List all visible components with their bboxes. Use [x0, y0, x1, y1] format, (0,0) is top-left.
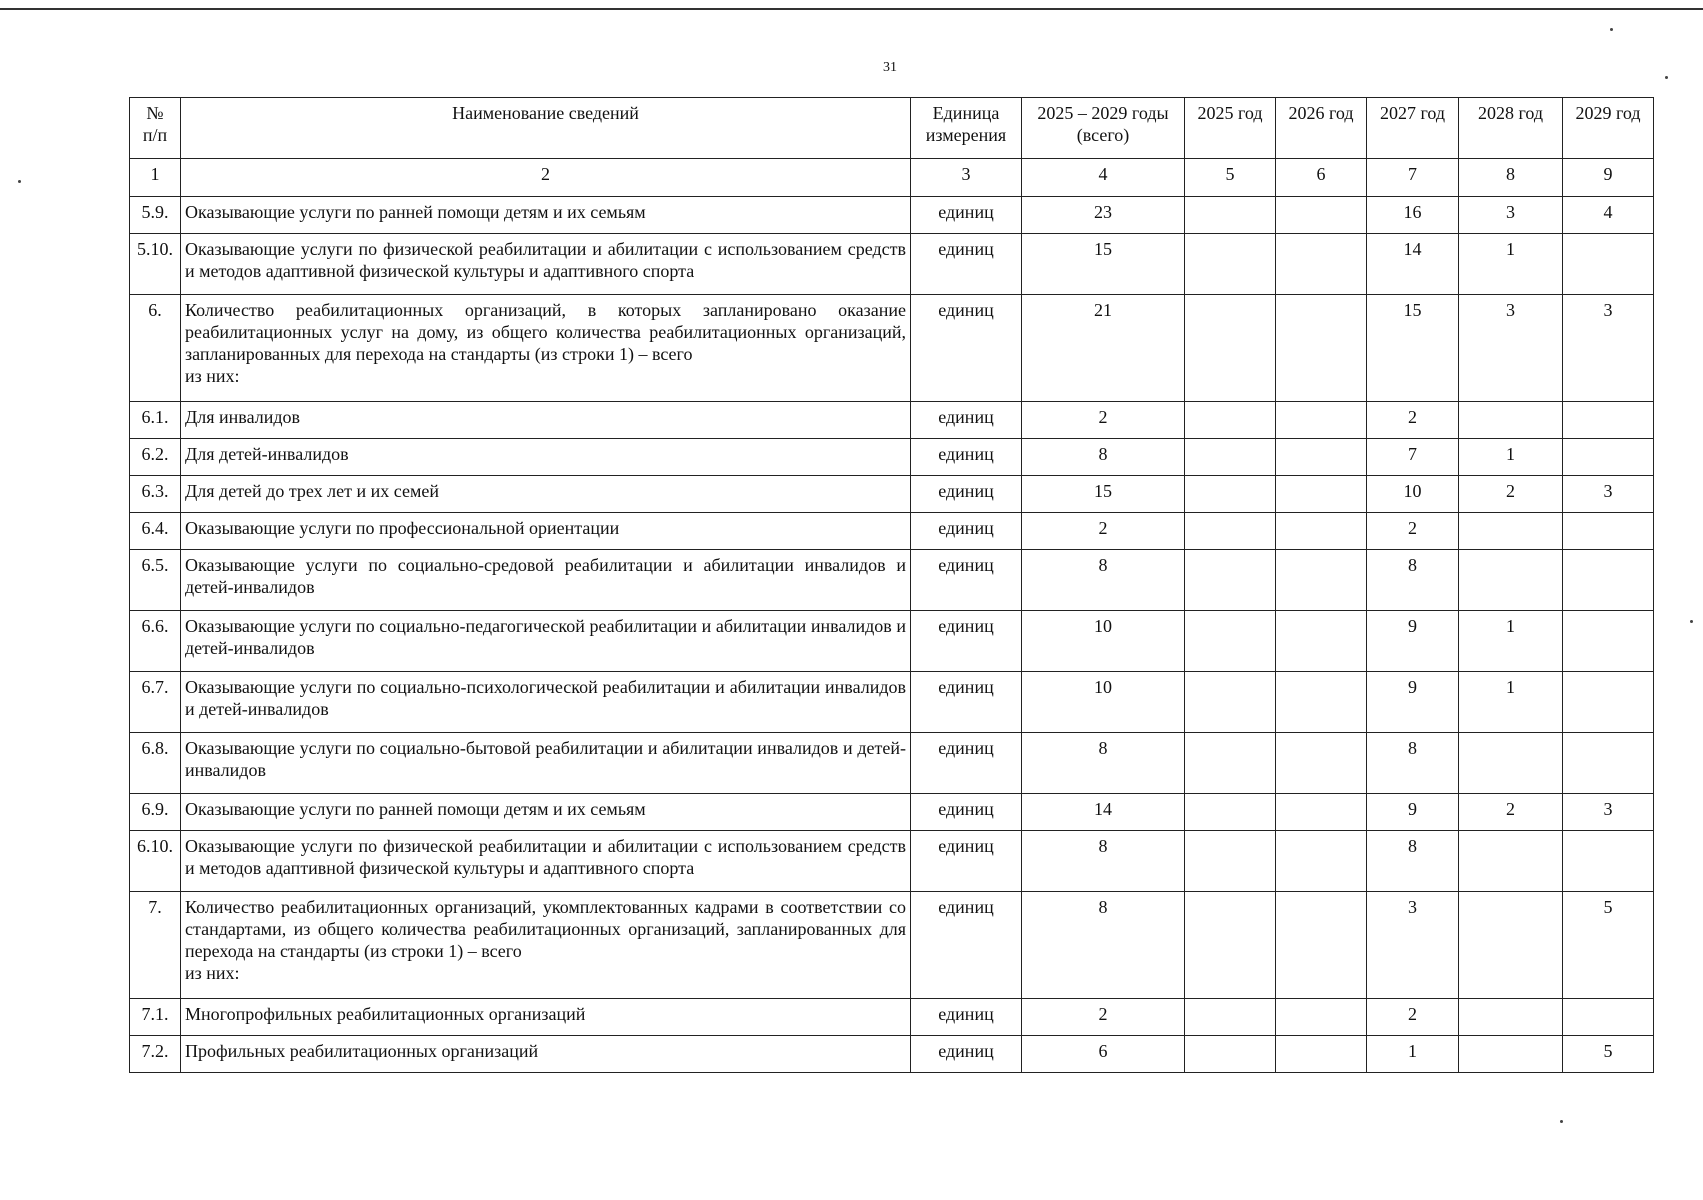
value-2027: 7 [1367, 439, 1459, 476]
value-2025 [1185, 999, 1276, 1036]
table-row [130, 550, 1654, 611]
value-2029: 5 [1563, 1036, 1654, 1073]
header-unit: Единица измерения [911, 98, 1022, 159]
value-2027: 2 [1367, 402, 1459, 439]
row-unit: единиц [911, 672, 1022, 733]
value-2025 [1185, 831, 1276, 892]
value-2029: 3 [1563, 295, 1654, 402]
scan-speck [1690, 620, 1693, 623]
row-name-text: Оказывающие услуги по ранней помощи детям и их семьям [185, 799, 646, 819]
table-row [130, 794, 1654, 831]
row-number: 6.9. [130, 794, 181, 831]
value-2025 [1185, 892, 1276, 999]
value-2029: 4 [1563, 197, 1654, 234]
value-2029 [1563, 234, 1654, 295]
value-2027: 16 [1367, 197, 1459, 234]
column-number: 3 [911, 159, 1022, 197]
row-name [181, 611, 911, 672]
value-2028: 2 [1459, 794, 1563, 831]
row-name [181, 402, 911, 439]
value-2029 [1563, 439, 1654, 476]
column-number: 6 [1276, 159, 1367, 197]
value-2028: 1 [1459, 611, 1563, 672]
row-name [181, 295, 911, 402]
row-name-text: Количество реабилитационных организаций, укомплектованных кадрами в соответствии со стандартами, из общего количества реабилитационных организаций, запланированных для перехода на стандарты (из строки 1) – всего из них: [185, 897, 906, 983]
column-number: 1 [130, 159, 181, 197]
row-name [181, 197, 911, 234]
row-number: 6.2. [130, 439, 181, 476]
row-name [181, 672, 911, 733]
value-2026 [1276, 611, 1367, 672]
value-2027: 1 [1367, 1036, 1459, 1073]
row-name-text: Для детей-инвалидов [185, 444, 349, 464]
table-row [130, 295, 1654, 402]
value-total: 8 [1022, 733, 1185, 794]
row-name-text: Оказывающие услуги по социально-средовой реабилитации и абилитации инвалидов и детей-инвалидов [185, 555, 906, 597]
value-2026 [1276, 513, 1367, 550]
header-2028: 2028 год [1459, 98, 1563, 159]
value-2026 [1276, 402, 1367, 439]
table-row [130, 439, 1654, 476]
value-2027: 10 [1367, 476, 1459, 513]
value-total: 6 [1022, 1036, 1185, 1073]
table-header-row [130, 98, 1654, 159]
value-total: 14 [1022, 794, 1185, 831]
value-2028 [1459, 733, 1563, 794]
value-2026 [1276, 295, 1367, 402]
value-2029 [1563, 402, 1654, 439]
value-2027: 8 [1367, 733, 1459, 794]
scan-speck [18, 180, 21, 183]
row-unit: единиц [911, 611, 1022, 672]
row-unit: единиц [911, 794, 1022, 831]
row-name-text: Количество реабилитационных организаций, в которых запланировано оказание реабилитационных услуг на дому, из общего количества реабилитационных организаций, запланированных для перехода на стандарты (из строки 1) – всего из них: [185, 300, 906, 386]
value-2027: 9 [1367, 794, 1459, 831]
value-total: 23 [1022, 197, 1185, 234]
value-2025 [1185, 611, 1276, 672]
row-number: 6.8. [130, 733, 181, 794]
scan-speck [1560, 1120, 1563, 1123]
scan-speck [1610, 28, 1613, 31]
value-2025 [1185, 513, 1276, 550]
value-2027: 2 [1367, 513, 1459, 550]
value-2029 [1563, 550, 1654, 611]
value-2025 [1185, 234, 1276, 295]
row-number: 7. [130, 892, 181, 999]
row-unit: единиц [911, 1036, 1022, 1073]
value-2029 [1563, 513, 1654, 550]
value-total: 10 [1022, 672, 1185, 733]
value-2026 [1276, 892, 1367, 999]
row-number: 5.9. [130, 197, 181, 234]
column-number: 5 [1185, 159, 1276, 197]
value-2026 [1276, 794, 1367, 831]
data-table [129, 97, 1654, 1073]
table-row [130, 234, 1654, 295]
value-2025 [1185, 1036, 1276, 1073]
row-unit: единиц [911, 550, 1022, 611]
value-2027: 9 [1367, 611, 1459, 672]
row-number: 6. [130, 295, 181, 402]
row-name [181, 476, 911, 513]
row-name-text: Оказывающие услуги по профессиональной ориентации [185, 518, 620, 538]
value-2027: 9 [1367, 672, 1459, 733]
header-2027: 2027 год [1367, 98, 1459, 159]
value-2025 [1185, 672, 1276, 733]
row-number: 6.3. [130, 476, 181, 513]
value-2027: 2 [1367, 999, 1459, 1036]
page-number: 31 [883, 60, 897, 75]
value-total: 8 [1022, 831, 1185, 892]
value-2027: 8 [1367, 550, 1459, 611]
value-total: 15 [1022, 476, 1185, 513]
value-total: 8 [1022, 439, 1185, 476]
value-2029 [1563, 672, 1654, 733]
value-2028 [1459, 402, 1563, 439]
row-name-text: Оказывающие услуги по социально-психологической реабилитации и абилитации инвалидов и детей-инвалидов [185, 677, 906, 719]
value-2026 [1276, 550, 1367, 611]
column-number: 2 [181, 159, 911, 197]
value-2025 [1185, 402, 1276, 439]
value-2028: 2 [1459, 476, 1563, 513]
value-2028: 3 [1459, 295, 1563, 402]
row-unit: единиц [911, 476, 1022, 513]
row-number: 6.5. [130, 550, 181, 611]
row-unit: единиц [911, 197, 1022, 234]
value-2028 [1459, 831, 1563, 892]
value-2028 [1459, 999, 1563, 1036]
column-number-row [130, 159, 1654, 197]
value-total: 15 [1022, 234, 1185, 295]
row-name-text: Оказывающие услуги по социально-педагогической реабилитации и абилитации инвалидов и детей-инвалидов [185, 616, 906, 658]
row-name [181, 733, 911, 794]
value-2026 [1276, 476, 1367, 513]
row-unit: единиц [911, 439, 1022, 476]
value-2026 [1276, 831, 1367, 892]
value-total: 8 [1022, 550, 1185, 611]
row-unit: единиц [911, 892, 1022, 999]
row-unit: единиц [911, 999, 1022, 1036]
table-row [130, 831, 1654, 892]
row-name-text: Оказывающие услуги по ранней помощи детям и их семьям [185, 202, 646, 222]
row-name [181, 550, 911, 611]
value-2029: 3 [1563, 476, 1654, 513]
table-row [130, 672, 1654, 733]
header-2026: 2026 год [1276, 98, 1367, 159]
row-unit: единиц [911, 402, 1022, 439]
column-number: 9 [1563, 159, 1654, 197]
row-number: 7.1. [130, 999, 181, 1036]
value-2028 [1459, 892, 1563, 999]
row-name [181, 513, 911, 550]
value-2025 [1185, 794, 1276, 831]
value-2026 [1276, 1036, 1367, 1073]
value-2028 [1459, 513, 1563, 550]
column-number: 4 [1022, 159, 1185, 197]
table-row [130, 476, 1654, 513]
row-unit: единиц [911, 295, 1022, 402]
table-row [130, 197, 1654, 234]
value-2026 [1276, 999, 1367, 1036]
row-name-text: Оказывающие услуги по социально-бытовой реабилитации и абилитации инвалидов и детей-инвалидов [185, 738, 906, 780]
row-name [181, 999, 911, 1036]
row-number: 6.10. [130, 831, 181, 892]
row-name [181, 234, 911, 295]
value-2029 [1563, 733, 1654, 794]
row-name-text: Для инвалидов [185, 407, 300, 427]
row-unit: единиц [911, 513, 1022, 550]
value-total: 2 [1022, 999, 1185, 1036]
row-name [181, 794, 911, 831]
row-number: 6.1. [130, 402, 181, 439]
row-name-text: Профильных реабилитационных организаций [185, 1041, 539, 1061]
value-2029: 3 [1563, 794, 1654, 831]
value-2025 [1185, 733, 1276, 794]
column-number: 8 [1459, 159, 1563, 197]
value-2027: 8 [1367, 831, 1459, 892]
value-2026 [1276, 439, 1367, 476]
header-total-2025-2029: 2025 – 2029 годы (всего) [1022, 98, 1185, 159]
value-total: 2 [1022, 513, 1185, 550]
value-2029 [1563, 999, 1654, 1036]
row-unit: единиц [911, 234, 1022, 295]
row-number: 6.6. [130, 611, 181, 672]
value-2028: 3 [1459, 197, 1563, 234]
table-row [130, 892, 1654, 999]
value-2025 [1185, 439, 1276, 476]
row-name [181, 831, 911, 892]
value-2028: 1 [1459, 439, 1563, 476]
row-unit: единиц [911, 831, 1022, 892]
value-2025 [1185, 197, 1276, 234]
row-name-text: Для детей до трех лет и их семей [185, 481, 439, 501]
value-2027: 3 [1367, 892, 1459, 999]
row-number: 5.10. [130, 234, 181, 295]
table-row [130, 611, 1654, 672]
value-2026 [1276, 733, 1367, 794]
row-number: 6.7. [130, 672, 181, 733]
header-row-number: № п/п [130, 98, 181, 159]
header-2029: 2029 год [1563, 98, 1654, 159]
value-total: 8 [1022, 892, 1185, 999]
value-2026 [1276, 234, 1367, 295]
value-2025 [1185, 476, 1276, 513]
row-name [181, 892, 911, 999]
table-row [130, 1036, 1654, 1073]
top-border-line [0, 8, 1703, 10]
row-name-text: Оказывающие услуги по физической реабилитации и абилитации с использованием средств и методов адаптивной физической культуры и адаптивного спорта [185, 836, 906, 878]
row-number: 7.2. [130, 1036, 181, 1073]
value-2028 [1459, 550, 1563, 611]
value-2028 [1459, 1036, 1563, 1073]
value-total: 2 [1022, 402, 1185, 439]
row-number: 6.4. [130, 513, 181, 550]
row-name-text: Оказывающие услуги по физической реабилитации и абилитации с использованием средств и методов адаптивной физической культуры и адаптивного спорта [185, 239, 906, 281]
value-2029: 5 [1563, 892, 1654, 999]
value-2025 [1185, 295, 1276, 402]
table-row [130, 513, 1654, 550]
value-2029 [1563, 831, 1654, 892]
table-row [130, 733, 1654, 794]
value-2026 [1276, 672, 1367, 733]
value-total: 10 [1022, 611, 1185, 672]
value-2026 [1276, 197, 1367, 234]
value-total: 21 [1022, 295, 1185, 402]
value-2028: 1 [1459, 234, 1563, 295]
row-name [181, 439, 911, 476]
table-row [130, 402, 1654, 439]
row-name-text: Многопрофильных реабилитационных организаций [185, 1004, 586, 1024]
row-name [181, 1036, 911, 1073]
row-unit: единиц [911, 733, 1022, 794]
table-row [130, 999, 1654, 1036]
value-2027: 14 [1367, 234, 1459, 295]
value-2029 [1563, 611, 1654, 672]
value-2027: 15 [1367, 295, 1459, 402]
column-number: 7 [1367, 159, 1459, 197]
scan-speck [1665, 76, 1668, 79]
header-2025: 2025 год [1185, 98, 1276, 159]
header-item-name: Наименование сведений [181, 98, 911, 159]
value-2025 [1185, 550, 1276, 611]
value-2028: 1 [1459, 672, 1563, 733]
